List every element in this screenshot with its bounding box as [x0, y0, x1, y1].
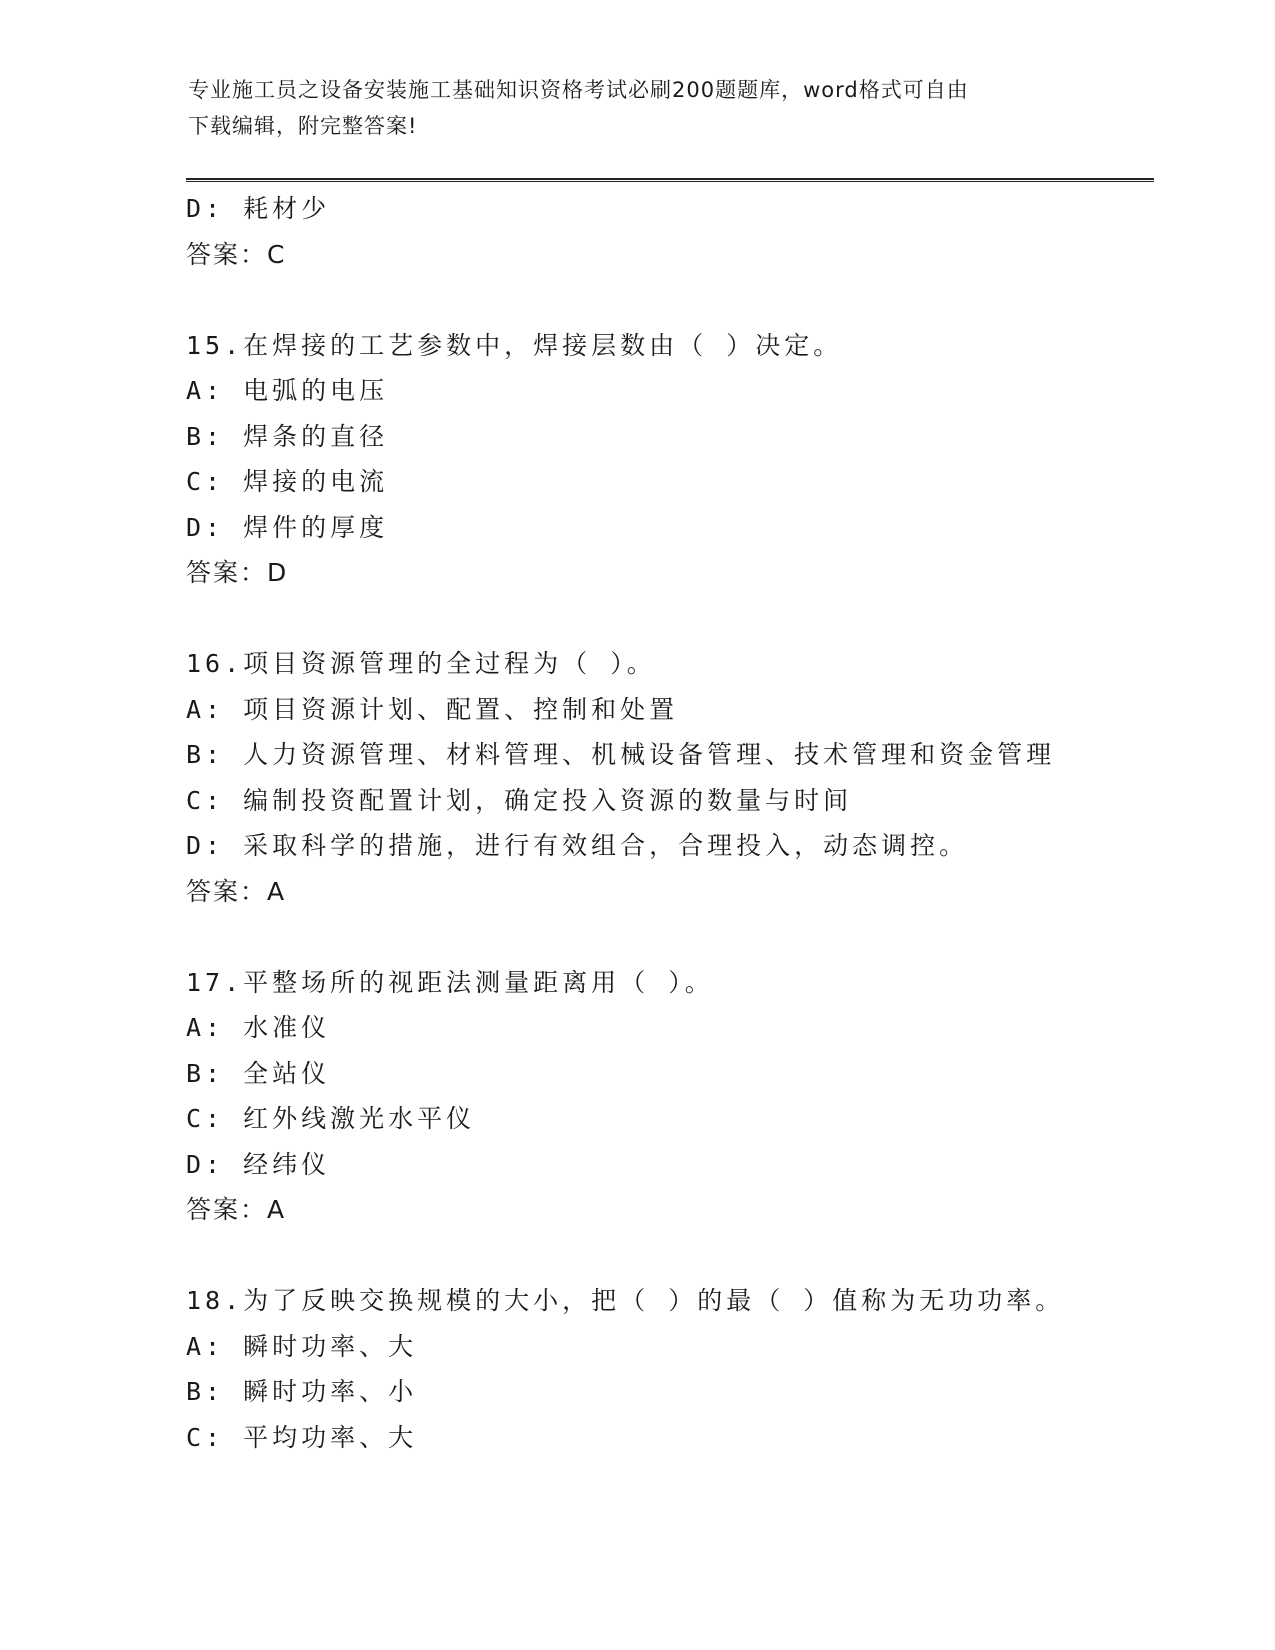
- option-d: D: 经纬仪: [186, 1149, 331, 1179]
- spacer: [186, 1233, 1146, 1279]
- question-block-17: [186, 960, 1146, 1233]
- document-header: [188, 72, 1088, 144]
- spacer: [186, 277, 1146, 323]
- question-text: 18.为了反映交换规模的大小，把（ ）的最（ ）值称为无功功率。: [186, 1286, 1065, 1315]
- question-text: 15.在焊接的工艺参数中，焊接层数由（ ）决定。: [186, 330, 843, 360]
- question-block-18: [186, 1278, 1146, 1460]
- option-c: C: 平均功率、大: [186, 1422, 418, 1452]
- header-line-2: 下载编辑，附完整答案!: [188, 114, 418, 138]
- option-a: A: 瞬时功率、大: [186, 1331, 418, 1361]
- spacer: [186, 914, 1146, 960]
- option-a: A: 项目资源计划、配置、控制和处置: [186, 694, 679, 724]
- answer-line: 答案：C: [186, 239, 287, 269]
- option-d: D: 耗材少: [186, 194, 331, 223]
- header-line-1: 专业施工员之设备安装施工基础知识资格考试必刷200题题库，word格式可自由: [188, 78, 969, 102]
- option-b: B: 人力资源管理、材料管理、机械设备管理、技术管理和资金管理: [186, 740, 1056, 769]
- option-d: D: 焊件的厚度: [186, 512, 389, 542]
- question-text: 17.平整场所的视距法测量距离用（ ）。: [186, 967, 714, 997]
- question-list: [186, 186, 1146, 1460]
- question-block-15: [186, 323, 1146, 596]
- question-block-14: [186, 186, 1146, 277]
- question-text: 16.项目资源管理的全过程为（ ）。: [186, 649, 656, 678]
- option-a: A: 水准仪: [186, 1013, 331, 1042]
- option-b: B: 瞬时功率、小: [186, 1377, 418, 1406]
- option-c: C: 焊接的电流: [186, 467, 389, 496]
- answer-line: 答案：A: [186, 876, 287, 906]
- option-b: B: 焊条的直径: [186, 421, 389, 451]
- option-b: B: 全站仪: [186, 1058, 331, 1088]
- option-a: A: 电弧的电压: [186, 376, 389, 405]
- header-divider: [186, 178, 1154, 182]
- option-c: C: 编制投资配置计划，确定投入资源的数量与时间: [186, 785, 853, 815]
- answer-line: 答案：D: [186, 558, 289, 587]
- option-d: D: 采取科学的措施，进行有效组合，合理投入，动态调控。: [186, 831, 969, 860]
- option-c: C: 红外线激光水平仪: [186, 1104, 476, 1133]
- question-block-16: [186, 641, 1146, 914]
- spacer: [186, 596, 1146, 642]
- answer-line: 答案：A: [186, 1195, 287, 1224]
